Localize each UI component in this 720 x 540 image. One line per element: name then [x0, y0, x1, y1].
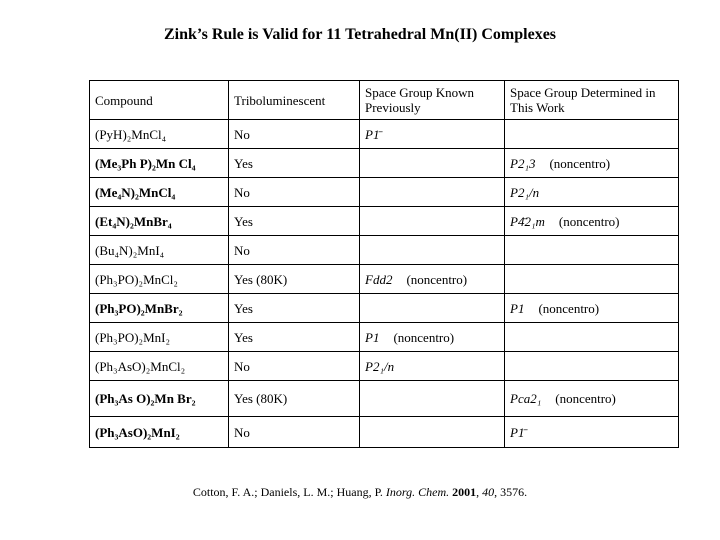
compound-cell: (Ph₃PO)₂MnI₂ — [90, 323, 229, 352]
space-group: P2₁/n — [365, 358, 395, 374]
table-row — [90, 417, 679, 448]
table-row — [90, 265, 679, 294]
determined-space-group-cell — [505, 207, 679, 236]
determined-space-group-cell — [505, 323, 679, 352]
header-triboluminescent: Triboluminescent — [229, 81, 360, 120]
citation-year: 2001 — [452, 485, 477, 499]
table-row — [90, 236, 679, 265]
table-row — [90, 381, 679, 417]
triboluminescent-cell: Yes — [229, 207, 360, 236]
compound-cell: (Bu₄N)₂MnI₄ — [90, 236, 229, 265]
header-known: Space Group Known Previously — [360, 81, 505, 120]
compound-cell: (Ph₃AsO)₂MnCl₂ — [90, 352, 229, 381]
citation-volume: 40 — [482, 485, 495, 499]
compound-cell: (Me₃Ph P)₂Mn Cl₄ — [90, 149, 229, 178]
triboluminescent-cell: No — [229, 236, 360, 265]
citation-authors: Cotton, F. A.; Daniels, L. M.; Huang, P. — [192, 485, 383, 499]
table-row — [90, 120, 679, 149]
table-row — [90, 352, 679, 381]
known-space-group-cell — [360, 120, 505, 149]
triboluminescent-cell: Yes (80K) — [229, 265, 360, 294]
noncentro-note: (noncentro) — [555, 391, 616, 406]
determined-space-group-cell — [505, 381, 679, 417]
compound-cell: (Et₄N)₂MnBr₄ — [90, 207, 229, 236]
table-row — [90, 294, 679, 323]
known-space-group-cell — [360, 417, 505, 448]
header-row — [90, 81, 679, 120]
triboluminescent-cell: Yes (80K) — [229, 381, 360, 417]
compound-cell: (Ph₃As O)₂Mn Br₂ — [90, 381, 229, 417]
header-determined: Space Group Determined in This Work — [505, 81, 679, 120]
known-space-group-cell — [360, 323, 505, 352]
noncentro-note: (noncentro) — [393, 329, 455, 345]
compound-cell: (Ph₃PO)₂MnBr₂ — [90, 294, 229, 323]
space-group: P1̄ — [510, 424, 525, 440]
space-group: Pca2₁ — [510, 391, 542, 406]
noncentro-note: (noncentro) — [558, 213, 620, 229]
triboluminescent-cell: No — [229, 120, 360, 149]
determined-space-group-cell — [505, 149, 679, 178]
space-group: P2₁3 — [510, 155, 536, 171]
known-space-group-cell — [360, 381, 505, 417]
space-group: P1̄ — [365, 126, 380, 142]
space-group: P1 — [510, 300, 525, 316]
space-group-table — [89, 80, 679, 448]
citation: Cotton, F. A.; Daniels, L. M.; Huang, P. Inorg. Chem. 2001, 40, 3576. — [192, 485, 528, 499]
determined-space-group-cell — [505, 265, 679, 294]
determined-space-group-cell — [505, 417, 679, 448]
table-row — [90, 323, 679, 352]
table-row — [90, 149, 679, 178]
determined-space-group-cell — [505, 236, 679, 265]
header-compound: Compound — [90, 81, 229, 120]
noncentro-note: (noncentro) — [538, 300, 600, 316]
determined-space-group-cell — [505, 178, 679, 207]
known-space-group-cell — [360, 236, 505, 265]
noncentro-note: (noncentro) — [549, 155, 611, 171]
determined-space-group-cell — [505, 120, 679, 149]
determined-space-group-cell — [505, 294, 679, 323]
triboluminescent-cell: No — [229, 178, 360, 207]
space-group: P1 — [365, 329, 380, 345]
triboluminescent-cell: Yes — [229, 149, 360, 178]
space-group: Fdd2 — [365, 271, 393, 287]
compound-cell: (Ph₃AsO)₂MnI₂ — [90, 417, 229, 448]
space-group: P2₁/n — [510, 184, 540, 200]
known-space-group-cell — [360, 265, 505, 294]
known-space-group-cell — [360, 294, 505, 323]
triboluminescent-cell: No — [229, 417, 360, 448]
compound-cell: (Me₄N)₂MnCl₄ — [90, 178, 229, 207]
known-space-group-cell — [360, 178, 505, 207]
determined-space-group-cell — [505, 352, 679, 381]
known-space-group-cell — [360, 352, 505, 381]
space-group: P4̄2₁m — [510, 213, 545, 229]
known-space-group-cell — [360, 207, 505, 236]
table-row — [90, 178, 679, 207]
citation-pages: , 3576. — [494, 485, 528, 499]
compound-cell: (PyH)₂MnCl₄ — [90, 120, 229, 149]
known-space-group-cell — [360, 149, 505, 178]
table-row — [90, 207, 679, 236]
triboluminescent-cell: Yes — [229, 294, 360, 323]
compound-cell: (Ph₃PO)₂MnCl₂ — [90, 265, 229, 294]
noncentro-note: (noncentro) — [406, 271, 468, 287]
triboluminescent-cell: Yes — [229, 323, 360, 352]
slide-title: Zink’s Rule is Valid for 11 Tetrahedral Mn(II) Complexes — [163, 26, 557, 43]
citation-journal: Inorg. Chem. — [385, 485, 450, 499]
triboluminescent-cell: No — [229, 352, 360, 381]
